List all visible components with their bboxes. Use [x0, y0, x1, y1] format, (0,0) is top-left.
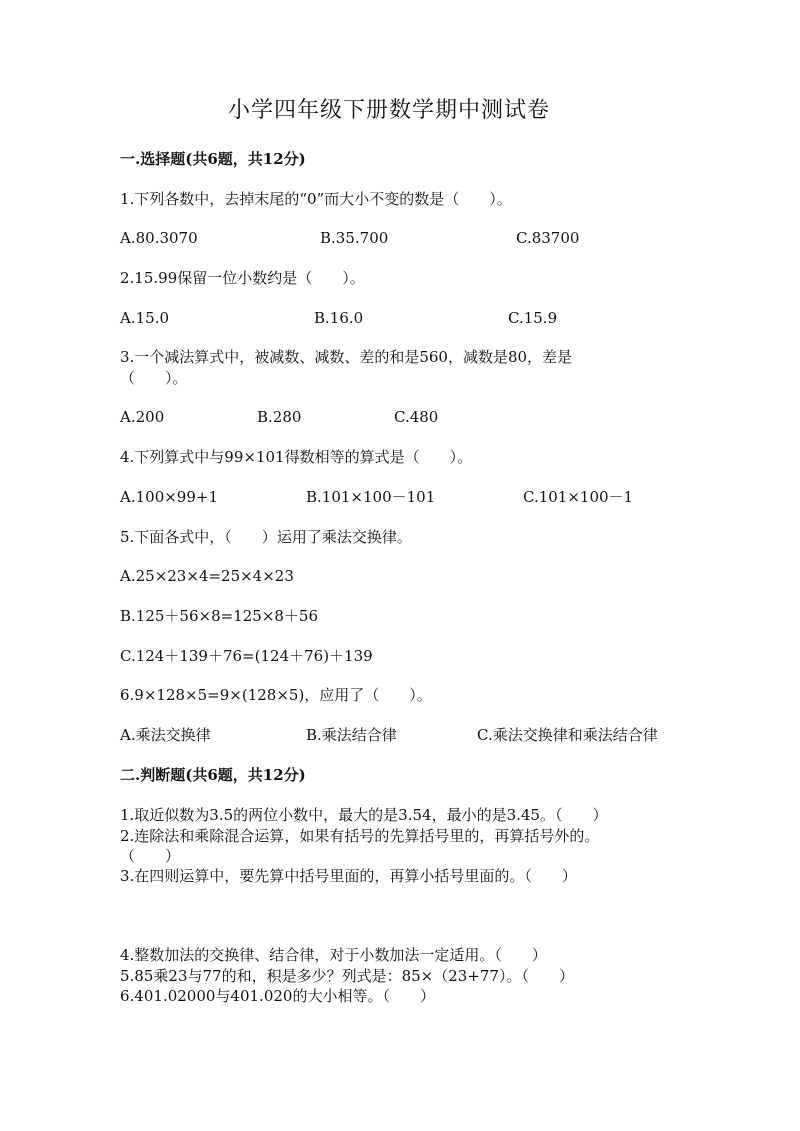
- q1-option-a: A.80.3070: [120, 229, 198, 247]
- q6-option-b: B.乘法结合律: [306, 726, 397, 744]
- q4-option-b: B.101×100－101: [306, 488, 436, 506]
- q5-option-a: A.25×23×4=25×4×23: [120, 567, 294, 585]
- q2-option-a: A.15.0: [120, 309, 169, 327]
- question-4: 4.下列算式中与99×101得数相等的算式是（ ）。: [120, 448, 473, 466]
- q6-option-c: C.乘法交换律和乘法结合律: [477, 726, 658, 744]
- judgement-4: 4.整数加法的交换律、结合律，对于小数加法一定适用。（ ）: [120, 946, 547, 964]
- q2-option-c: C.15.9: [508, 309, 558, 327]
- judgement-6: 6.401.02000与401.020的大小相等。（ ）: [120, 987, 435, 1005]
- question-6: 6.9×128×5=9×(128×5)，应用了（ ）。: [120, 686, 432, 704]
- question-3-cont: （ ）。: [120, 369, 188, 387]
- q5-option-b: B.125＋56×8=125×8＋56: [120, 607, 319, 625]
- q5-option-c: C.124＋139＋76=(124＋76)＋139: [120, 647, 373, 665]
- q2-option-b: B.16.0: [314, 309, 364, 327]
- question-5: 5.下面各式中，（ ）运用了乘法交换律。: [120, 528, 412, 546]
- q4-option-c: C.101×100－1: [523, 488, 634, 506]
- section-heading-judgement: 二.判断题(共6题，共12分): [120, 766, 306, 784]
- q1-option-b: B.35.700: [320, 229, 389, 247]
- judgement-5: 5.85乘23与77的和，积是多少？列式是：85×（23+77）。（ ）: [120, 967, 574, 985]
- section-heading-choice: 一.选择题(共6题，共12分): [120, 150, 306, 168]
- q4-option-a: A.100×99+1: [120, 488, 218, 506]
- question-3: 3.一个减法算式中，被减数、减数、差的和是560，减数是80，差是: [120, 348, 573, 366]
- q1-option-c: C.83700: [516, 229, 580, 247]
- question-1: 1.下列各数中，去掉末尾的“0”而大小不变的数是（ ）。: [120, 190, 512, 208]
- judgement-1: 1.取近似数为3.5的两位小数中，最大的是3.54，最小的是3.45。（ ）: [120, 806, 608, 824]
- question-2: 2.15.99保留一位小数约是（ ）。: [120, 269, 365, 287]
- judgement-2-cont: （ ）: [120, 847, 181, 865]
- q3-option-b: B.280: [257, 408, 302, 426]
- judgement-2: 2.连除法和乘除混合运算，如果有括号的先算括号里的，再算括号外的。: [120, 827, 600, 845]
- q6-option-a: A.乘法交换律: [120, 726, 211, 744]
- judgement-3: 3.在四则运算中，要先算中括号里面的，再算小括号里面的。（ ）: [120, 867, 577, 885]
- page-title: 小学四年级下册数学期中测试卷: [228, 98, 551, 123]
- q3-option-c: C.480: [394, 408, 439, 426]
- q3-option-a: A.200: [120, 408, 165, 426]
